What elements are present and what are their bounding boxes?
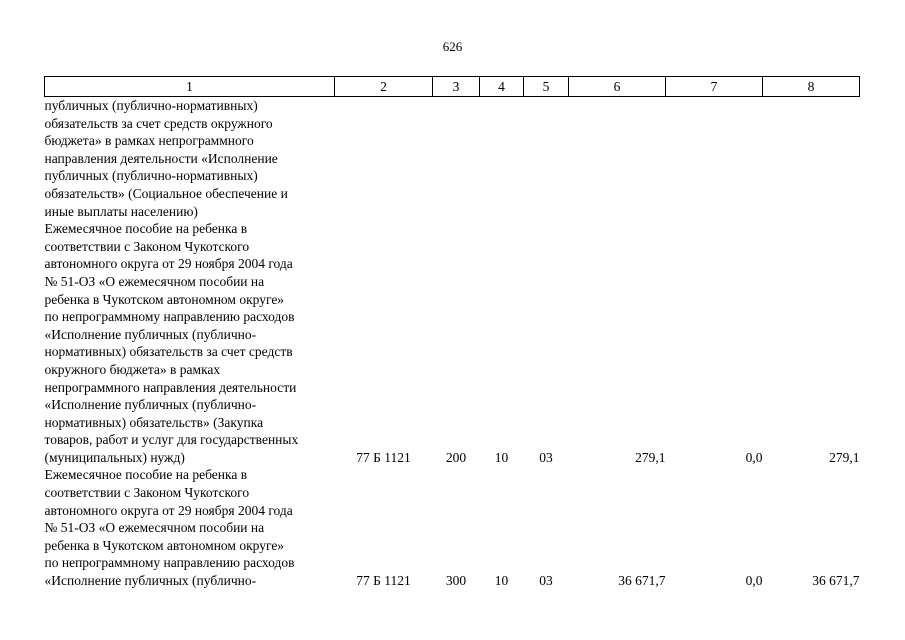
- row-sum-2: 0,0: [745, 573, 763, 589]
- description-line: Ежемесячное пособие на ребенка в: [44, 221, 248, 237]
- row-csr: 77 Б 1121: [356, 573, 411, 589]
- row-description: [45, 466, 335, 589]
- description-line: соответствии с Законом Чукотского: [44, 238, 250, 254]
- description-line: публичных (публично-нормативных): [44, 168, 258, 184]
- row-sum-1: [569, 97, 666, 221]
- budget-table: [44, 76, 860, 590]
- row-description: [45, 97, 335, 221]
- description-line: обязательств за счет средств окружного: [44, 115, 273, 131]
- description-line: иные выплаты населению): [44, 203, 198, 219]
- header-col-1: 1: [45, 77, 335, 97]
- row-sum-2: [666, 97, 763, 221]
- description-line: Ежемесячное пособие на ребенка в: [44, 467, 248, 483]
- description-line: «Исполнение публичных (публично-: [44, 397, 257, 413]
- header-col-7: 7: [666, 77, 763, 97]
- description-line: по непрограммному направлению расходов: [44, 309, 295, 325]
- row-vr: 300: [445, 573, 467, 589]
- description-line: непрограммного направления деятельности: [44, 379, 297, 395]
- description-line: автономного округа от 29 ноября 2004 года: [44, 256, 293, 272]
- description-line: направления деятельности «Исполнение: [44, 150, 278, 166]
- row-vr: 200: [445, 449, 467, 465]
- row-rz: [480, 97, 524, 221]
- description-line: ребенка в Чукотском автономном округе»: [44, 291, 285, 307]
- header-col-4: 4: [480, 77, 524, 97]
- description-line: № 51-ОЗ «О ежемесячном пособии на: [44, 520, 265, 536]
- description-line: (муниципальных) нужд): [44, 449, 185, 465]
- row-rz: 10: [494, 449, 509, 465]
- description-line: бюджета» в рамках непрограммного: [44, 133, 254, 149]
- header-col-6: 6: [569, 77, 666, 97]
- row-pr: 03: [539, 449, 553, 465]
- row-csr: [335, 97, 433, 221]
- description-line: «Исполнение публичных (публично-: [44, 326, 257, 342]
- row-sum-3: 279,1: [829, 449, 860, 465]
- description-line: соответствии с Законом Чукотского: [44, 485, 250, 501]
- description-line: нормативных) обязательств» (Закупка: [44, 414, 264, 430]
- row-sum-3: [763, 97, 860, 221]
- row-description: [45, 220, 335, 466]
- header-col-8: 8: [763, 77, 860, 97]
- row-sum-1: 279,1: [635, 449, 666, 465]
- header-col-2: 2: [335, 77, 433, 97]
- header-col-3: 3: [433, 77, 480, 97]
- table-row: [45, 97, 860, 221]
- table-header: [45, 77, 860, 97]
- row-pr: 03: [539, 573, 553, 589]
- description-line: «Исполнение публичных (публично-: [44, 573, 257, 589]
- description-line: по непрограммному направлению расходов: [44, 555, 295, 571]
- table-row: [45, 220, 860, 466]
- row-vr: [433, 97, 480, 221]
- description-line: № 51-ОЗ «О ежемесячном пособии на: [44, 273, 265, 289]
- description-line: публичных (публично-нормативных): [44, 98, 258, 113]
- description-line: товаров, работ и услуг для государственных: [44, 432, 299, 448]
- row-sum-2: 0,0: [745, 449, 763, 465]
- table-body: [45, 97, 860, 590]
- page-number: 626: [442, 39, 463, 54]
- row-sum-1: 36 671,7: [618, 573, 666, 589]
- header-col-5: 5: [524, 77, 569, 97]
- description-line: ребенка в Чукотском автономном округе»: [44, 537, 285, 553]
- description-line: автономного округа от 29 ноября 2004 года: [44, 502, 293, 518]
- table-row: [45, 466, 860, 589]
- description-line: обязательств» (Социальное обеспечение и: [44, 185, 288, 201]
- row-pr: [524, 97, 569, 221]
- row-rz: 10: [494, 573, 509, 589]
- description-line: окружного бюджета» в рамках: [44, 361, 221, 377]
- row-sum-3: 36 671,7: [812, 573, 860, 589]
- description-line: нормативных) обязательств за счет средств: [44, 344, 293, 360]
- row-csr: 77 Б 1121: [356, 449, 411, 465]
